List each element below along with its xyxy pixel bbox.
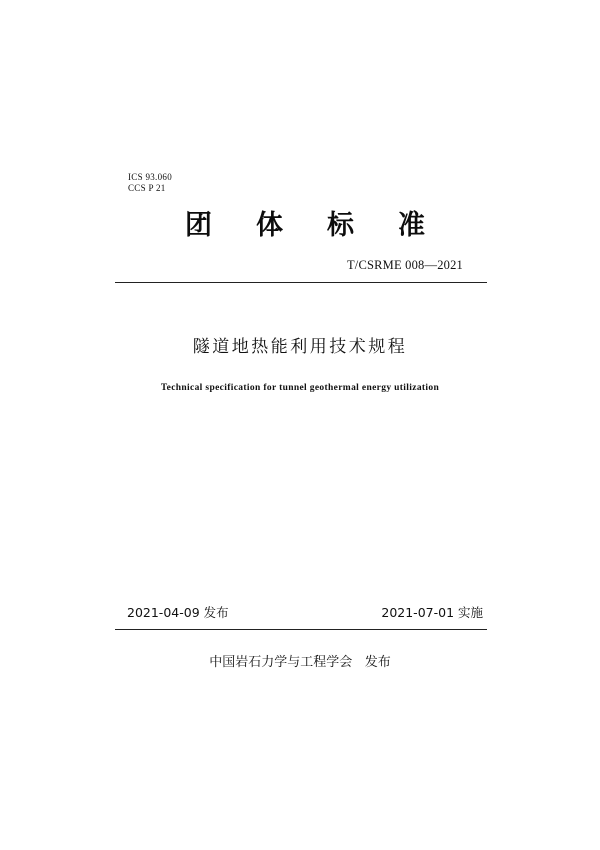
publish-date: 2021-04-09 发布 xyxy=(127,605,229,620)
standard-type-char: 团 xyxy=(185,210,212,241)
ccs-code: CCS P 21 xyxy=(128,183,166,193)
implementation-date: 2021-07-01 实施 xyxy=(381,605,483,620)
document-title-chinese: 隧道地热能利用技术规程 xyxy=(192,337,408,357)
standard-type-char: 标 xyxy=(327,210,354,241)
standard-type-heading xyxy=(185,208,425,244)
bottom-divider xyxy=(115,629,487,630)
standard-type-char: 准 xyxy=(398,210,425,241)
document-title-english: Technical specification for tunnel geothermal energy utilization xyxy=(160,383,440,393)
standard-type-char: 体 xyxy=(256,210,283,241)
top-divider xyxy=(115,282,487,283)
ics-code: ICS 93.060 xyxy=(128,172,173,182)
publisher: 中国岩石力学与工程学会 发布 xyxy=(209,655,391,670)
standard-code: T/CSRME 008—2021 xyxy=(346,258,463,272)
